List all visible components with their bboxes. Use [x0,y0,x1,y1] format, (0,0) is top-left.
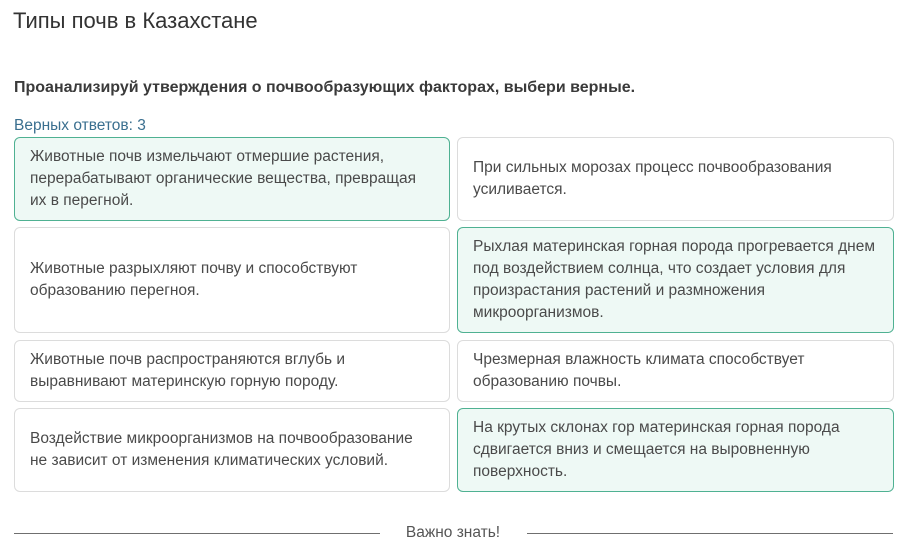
answer-option-text: Рыхлая материнская горная порода прогревается днем под воздействием солнца, что создает условия для произрастания растений и размножения микроорганизмов. [473,238,875,321]
answer-option-text: Воздействие микроорганизмов на почвообразование не зависит от изменения климатических условий. [30,430,413,469]
answer-option-8[interactable] [457,408,894,492]
answer-option-text: Животные почв измельчают отмершие растения, перерабатывают органические вещества, превращая их в перегной. [30,148,417,209]
answer-option-4[interactable] [457,227,894,333]
divider-right [527,533,893,534]
answer-option-1[interactable] [14,137,450,221]
divider-left [14,533,380,534]
answer-option-6[interactable] [457,340,894,402]
answer-option-text: На крутых склонах гор материнская горная порода сдвигается вниз и смещается на выровненную поверхность. [473,419,840,480]
question-text: Проанализируй утверждения о почвообразующих факторах, выбери верные. [14,79,636,96]
answer-option-3[interactable] [14,227,450,333]
answer-option-text: При сильных морозах процесс почвообразования усиливается. [473,159,832,198]
answer-option-5[interactable] [14,340,450,402]
important-to-know-label: Важно знать! [405,524,501,541]
answer-option-2[interactable] [457,137,894,221]
page-title: Типы почв в Казахстане [13,8,258,33]
answer-option-text: Животные разрыхляют почву и способствуют образованию перегноя. [30,260,358,299]
answer-option-text: Чрезмерная влажность климата способствует образованию почвы. [473,351,805,390]
correct-answers-count: Верных ответов: 3 [14,117,146,134]
answer-option-text: Животные почв распространяются вглубь и выравнивают материнскую горную породу. [30,351,346,390]
answer-option-7[interactable] [14,408,450,492]
